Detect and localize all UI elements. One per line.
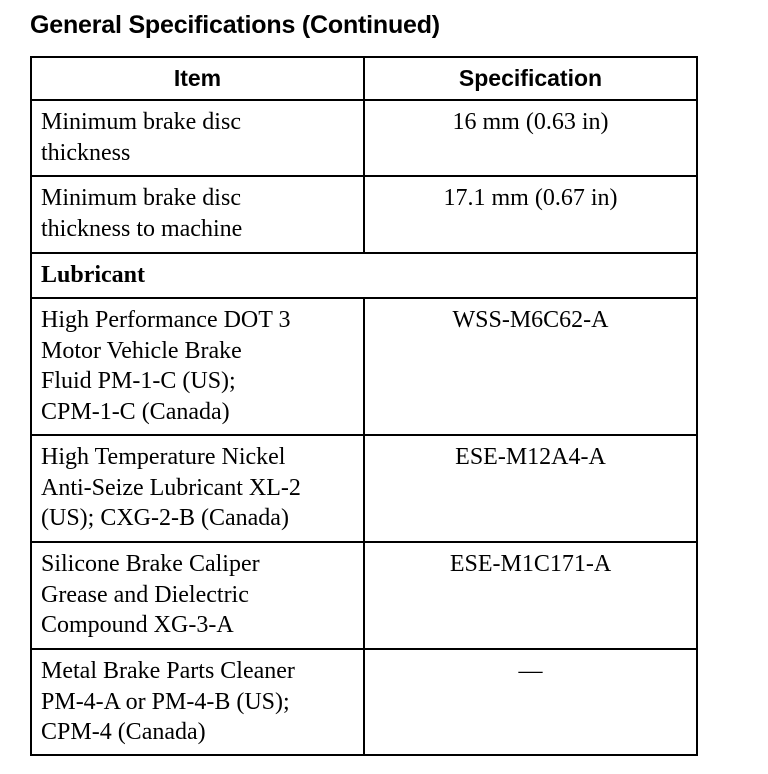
item-cell: High Temperature Nickel Anti-Seize Lubricant XL-2 (US); CXG-2-B (Canada) (31, 435, 364, 542)
item-cell: High Performance DOT 3 Motor Vehicle Brake Fluid PM-1-C (US); CPM-1-C (Canada) (31, 298, 364, 435)
item-cell: Minimum brake disc thickness (31, 100, 364, 176)
specification-cell: — (364, 649, 697, 755)
specification-cell: ESE-M1C171-A (364, 542, 697, 649)
group-heading-lubricant: Lubricant (31, 253, 697, 298)
specification-cell: ESE-M12A4-A (364, 435, 697, 542)
group-row (31, 253, 697, 298)
specification-cell: 16 mm (0.63 in) (364, 100, 697, 176)
table-header-row (31, 57, 697, 100)
table-row (31, 542, 697, 649)
item-cell: Metal Brake Parts Cleaner PM-4-A or PM-4-B (US); CPM-4 (Canada) (31, 649, 364, 755)
column-header-specification: Specification (364, 57, 697, 100)
specification-cell: 17.1 mm (0.67 in) (364, 176, 697, 253)
table-row (31, 298, 697, 435)
table-row (31, 176, 697, 253)
item-cell: Minimum brake disc thickness to machine (31, 176, 364, 253)
column-header-item: Item (31, 57, 364, 100)
specifications-table (30, 56, 698, 756)
table-row (31, 649, 697, 755)
specification-cell: WSS-M6C62-A (364, 298, 697, 435)
item-cell: Silicone Brake Caliper Grease and Dielectric Compound XG-3-A (31, 542, 364, 649)
page-title: General Specifications (Continued) (30, 11, 440, 39)
table-row (31, 100, 697, 176)
table-row (31, 435, 697, 542)
